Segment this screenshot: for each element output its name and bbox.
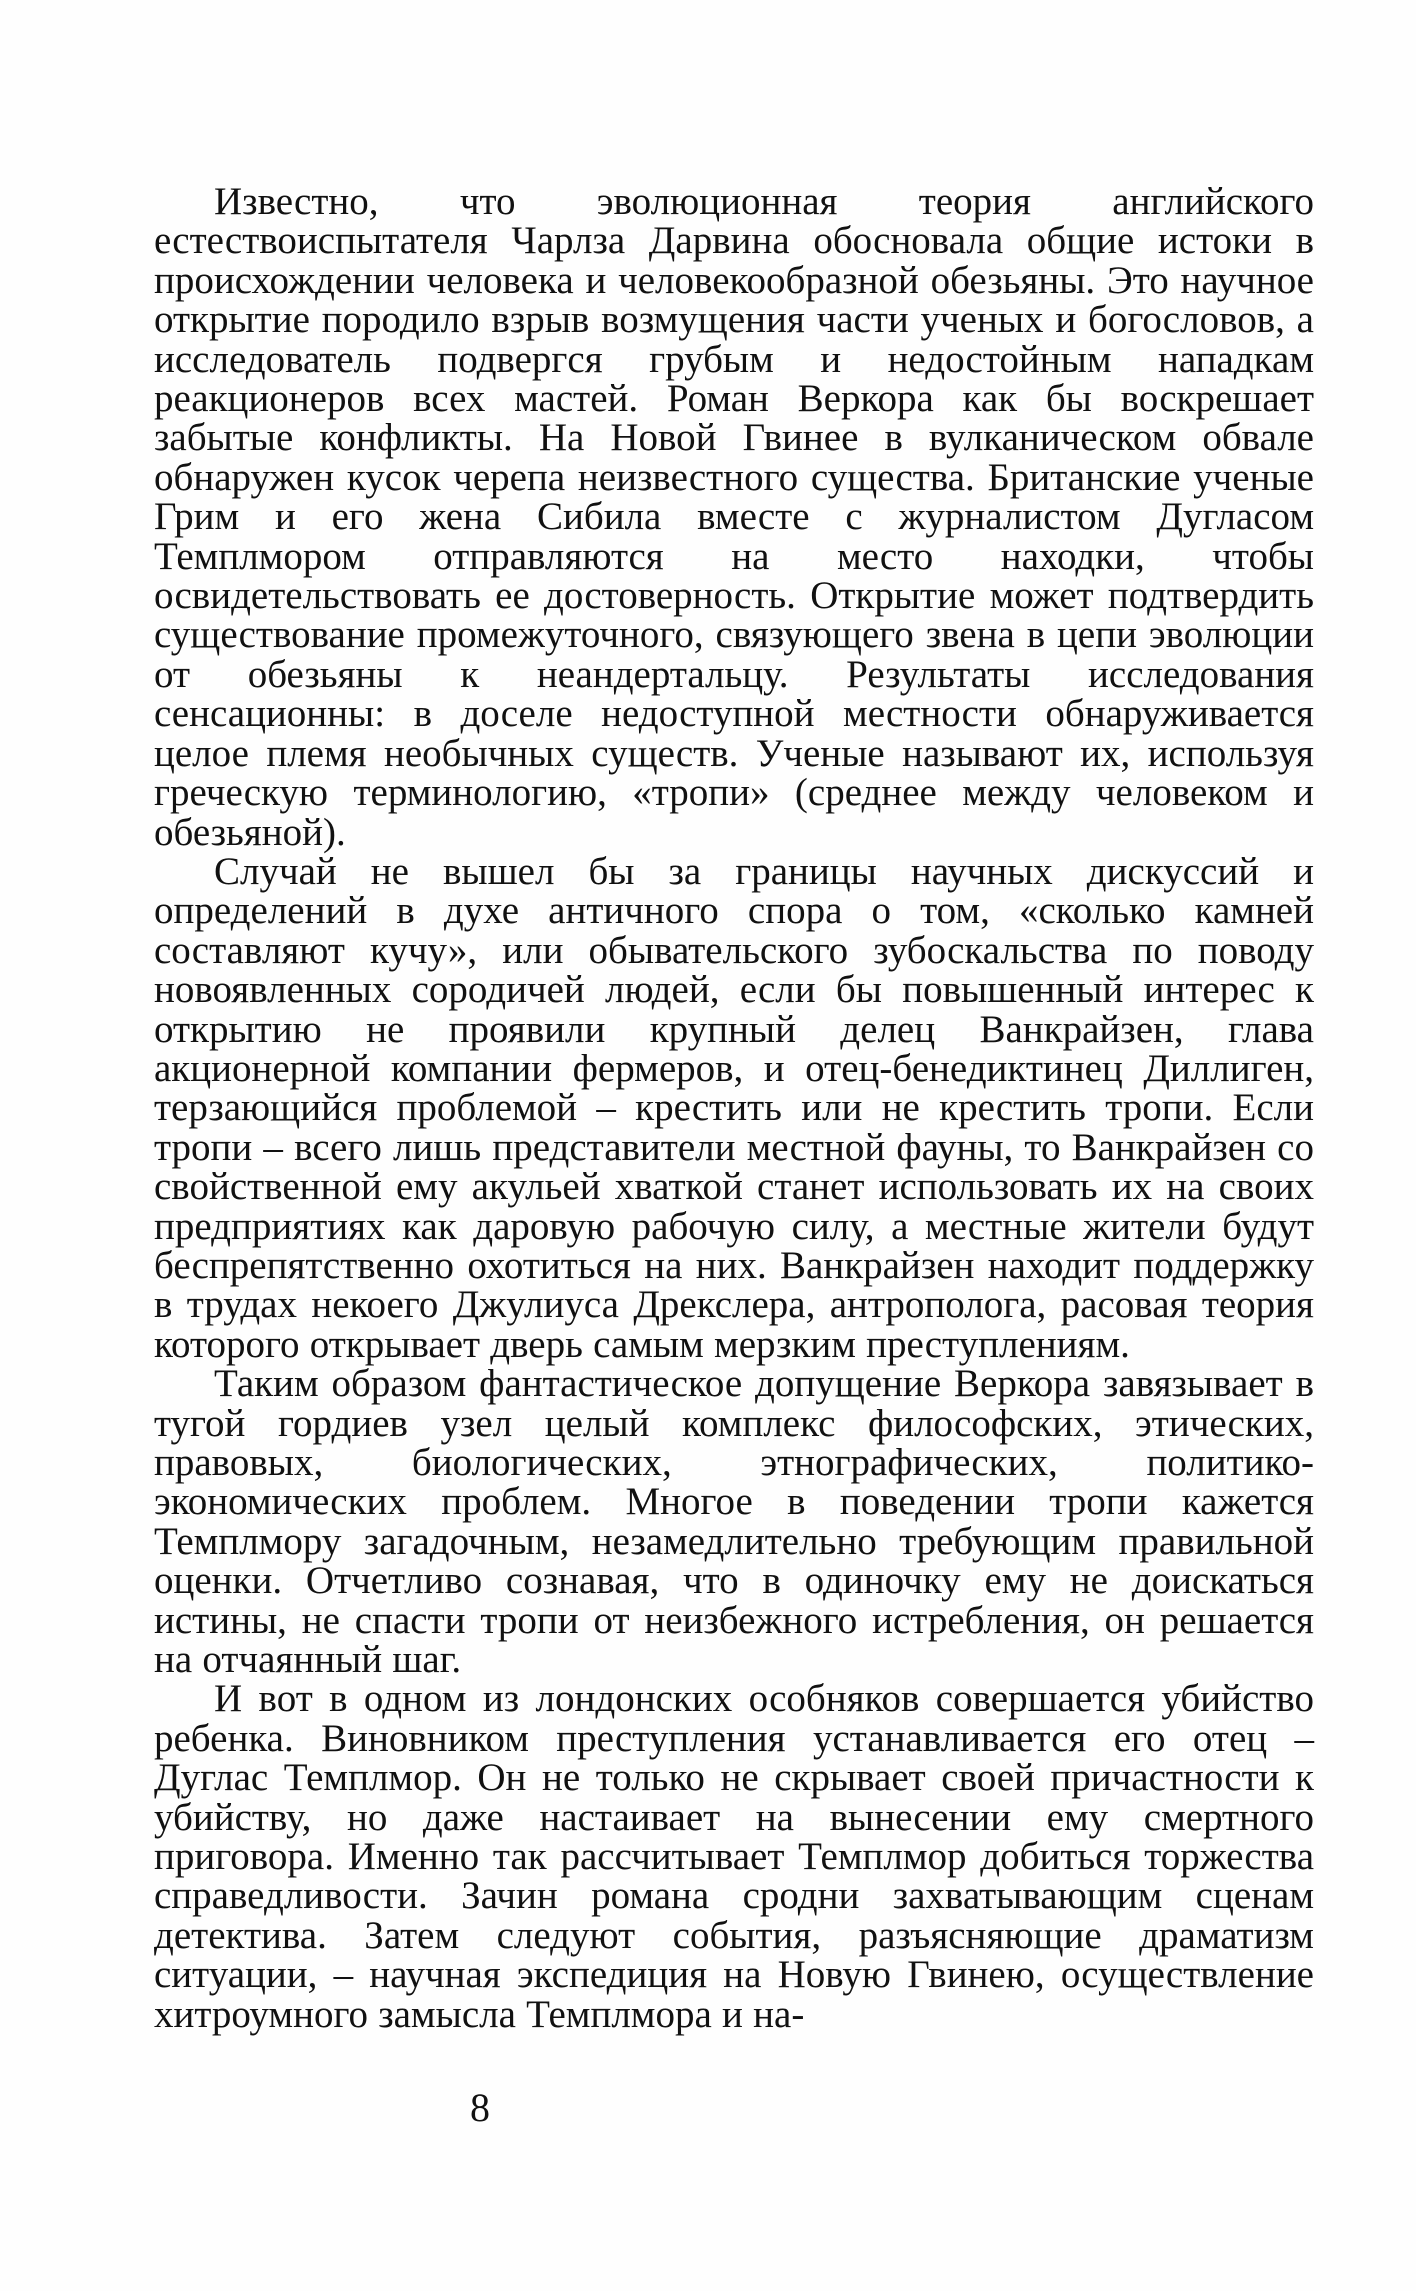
page-number: 8 bbox=[470, 2085, 490, 2130]
paragraph-3: Таким образом фантастическое допущение Веркора завязывает в тугой гордиев узел целый комплекс философских, этических, правовых, биологических, этнографических, политико-экономических проблем. Многое в поведении тропи кажется Темплмору загадочным, незамедлительно требующим правильной оценки. Отчетливо сознавая, что в одиночку ему не доискаться истины, не спасти тропи от неизбежного истребления, он решается на отчаянный шаг. bbox=[154, 1362, 1314, 1682]
body-text bbox=[154, 182, 1314, 2034]
paragraph-1: Известно, что эволюционная теория английского естествоиспытателя Чарлза Дарвина обосновала общие истоки в происхождении человека и человекообразной обезьяны. Это научное открытие породило взрыв возмущения части ученых и богословов, а исследователь подвергся грубым и недостойным нападкам реакционеров всех мастей. Роман Веркора как бы воскрешает забытые конфликты. На Новой Гвинее в вулканическом обвале обнаружен кусок черепа неизвестного существа. Британские ученые Грим и его жена Сибила вместе с журналистом Дугласом Темплмором отправляются на место находки, чтобы освидетельствовать ее достоверность. Открытие может подтвердить существование промежуточного, связующего звена в цепи эволюции от обезьяны к неандертальцу. Результаты исследования сенсационны: в доселе недоступной местности обнаруживается целое племя необычных существ. Ученые называют их, используя греческую терминологию, «тропи» (среднее между человеком и обезьяной). bbox=[154, 180, 1314, 854]
paragraph-4: И вот в одном из лондонских особняков совершается убийство ребенка. Виновником преступления устанавливается его отец – Дуглас Темплмор. Он не только не скрывает своей причастности к убийству, но даже настаивает на вынесении ему смертного приговора. Именно так рассчитывает Темплмор добиться торжества справедливости. Зачин романа сродни захватывающим сценам детектива. Затем следуют события, разъясняющие драматизм ситуации, – научная экспедиция на Новую Гвинею, осуществление хитроумного замысла Темплмора и на- bbox=[154, 1677, 1314, 2036]
paragraph-2: Случай не вышел бы за границы научных дискуссий и определений в духе античного спора о том, «сколько камней составляют кучу», или обывательского зубоскальства по поводу новоявленных сородичей людей, если бы повышенный интерес к открытию не проявили крупный делец Ванкрайзен, глава акционерной компании фермеров, и отец-бенедиктинец Диллиген, терзающийся проблемой – крестить или не крестить тропи. Если тропи – всего лишь представители местной фауны, то Ванкрайзен со свойственной ему акульей хваткой станет использовать их на своих предприятиях как даровую рабочую силу, а местные жители будут беспрепятственно охотиться на них. Ванкрайзен находит поддержку в трудах некоего Джулиуса Дрекслера, антрополога, расовая теория которого открывает дверь самым мерзким преступлениям. bbox=[154, 849, 1314, 1366]
